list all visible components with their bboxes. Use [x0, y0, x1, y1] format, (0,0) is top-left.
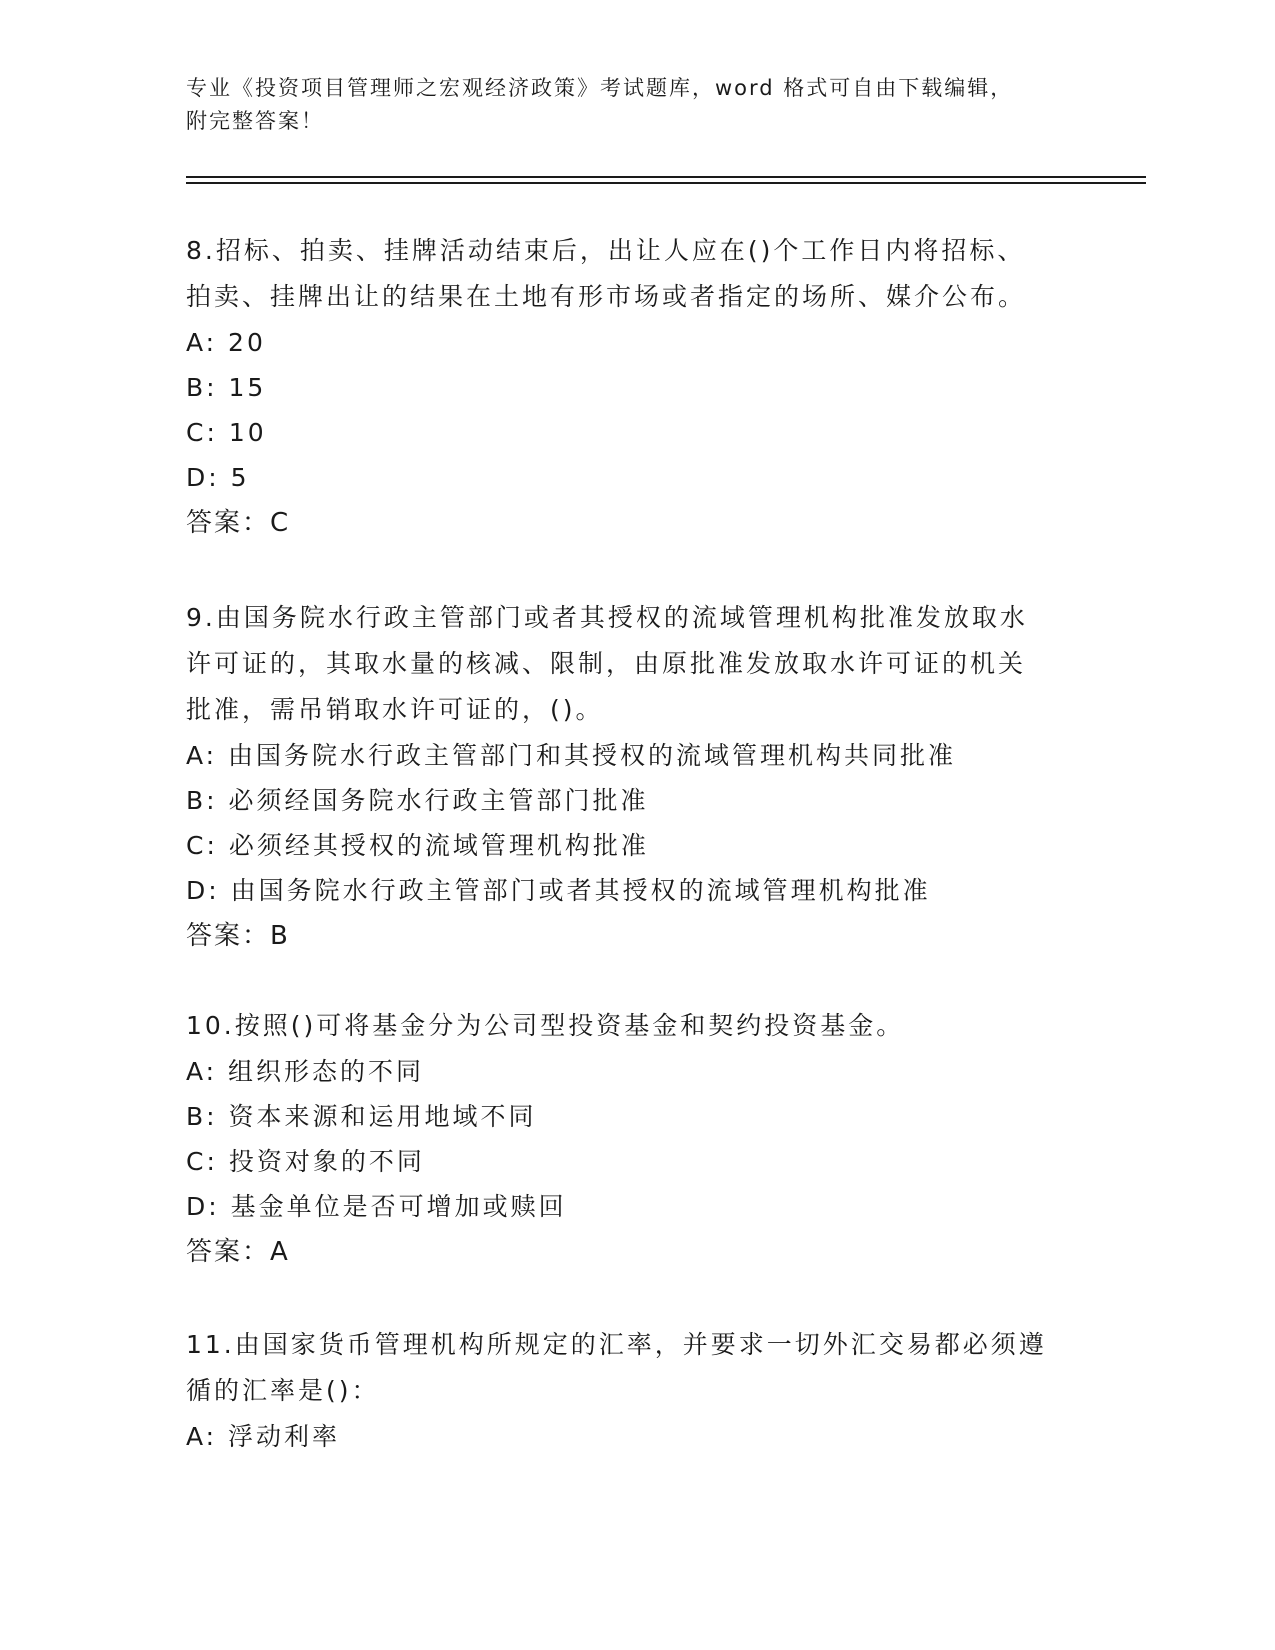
header-line-2: 附完整答案！ [186, 109, 324, 133]
document-header [186, 72, 1076, 138]
option-a: A: 浮动利率 [186, 1422, 341, 1451]
header-divider-top [186, 176, 1146, 178]
question-stem-line: 拍卖、挂牌出让的结果在土地有形市场或者指定的场所、媒介公布。 [186, 282, 1027, 311]
option-a: A: 由国务院水行政主管部门和其授权的流域管理机构共同批准 [186, 741, 957, 770]
option-a: A: 20 [186, 328, 266, 357]
question-stem-line: 循的汇率是()： [186, 1376, 380, 1405]
question-stem-line: 批准，需吊销取水许可证的，()。 [186, 695, 604, 724]
question-9 [186, 595, 1086, 959]
option-d: D: 5 [186, 463, 250, 492]
option-b: B: 资本来源和运用地域不同 [186, 1102, 537, 1131]
question-stem-line: 10.按照()可将基金分为公司型投资基金和契约投资基金。 [186, 1011, 905, 1040]
option-d: D: 基金单位是否可增加或赎回 [186, 1192, 567, 1221]
answer-line: 答案：C [186, 508, 291, 538]
question-10 [186, 1003, 1086, 1275]
option-c: C: 必须经其授权的流域管理机构批准 [186, 831, 649, 860]
option-a: A: 组织形态的不同 [186, 1057, 425, 1086]
question-8 [186, 228, 1086, 546]
option-d: D: 由国务院水行政主管部门或者其授权的流域管理机构批准 [186, 876, 931, 905]
option-c: C: 投资对象的不同 [186, 1147, 425, 1176]
header-divider-bottom [186, 182, 1146, 184]
option-b: B: 15 [186, 373, 267, 402]
answer-line: 答案：A [186, 1237, 290, 1267]
header-line-1: 专业《投资项目管理师之宏观经济政策》考试题库，word 格式可自由下载编辑， [186, 76, 1014, 100]
question-stem-line: 11.由国家货币管理机构所规定的汇率，并要求一切外汇交易都必须遵 [186, 1330, 1047, 1359]
option-c: C: 10 [186, 418, 267, 447]
question-stem-line: 9.由国务院水行政主管部门或者其授权的流域管理机构批准发放取水 [186, 603, 1028, 632]
option-b: B: 必须经国务院水行政主管部门批准 [186, 786, 649, 815]
question-11 [186, 1322, 1086, 1459]
question-stem-line: 许可证的，其取水量的核减、限制，由原批准发放取水许可证的机关 [186, 649, 1027, 678]
answer-line: 答案：B [186, 921, 290, 951]
question-stem-line: 8.招标、拍卖、挂牌活动结束后，出让人应在()个工作日内将招标、 [186, 236, 1026, 265]
